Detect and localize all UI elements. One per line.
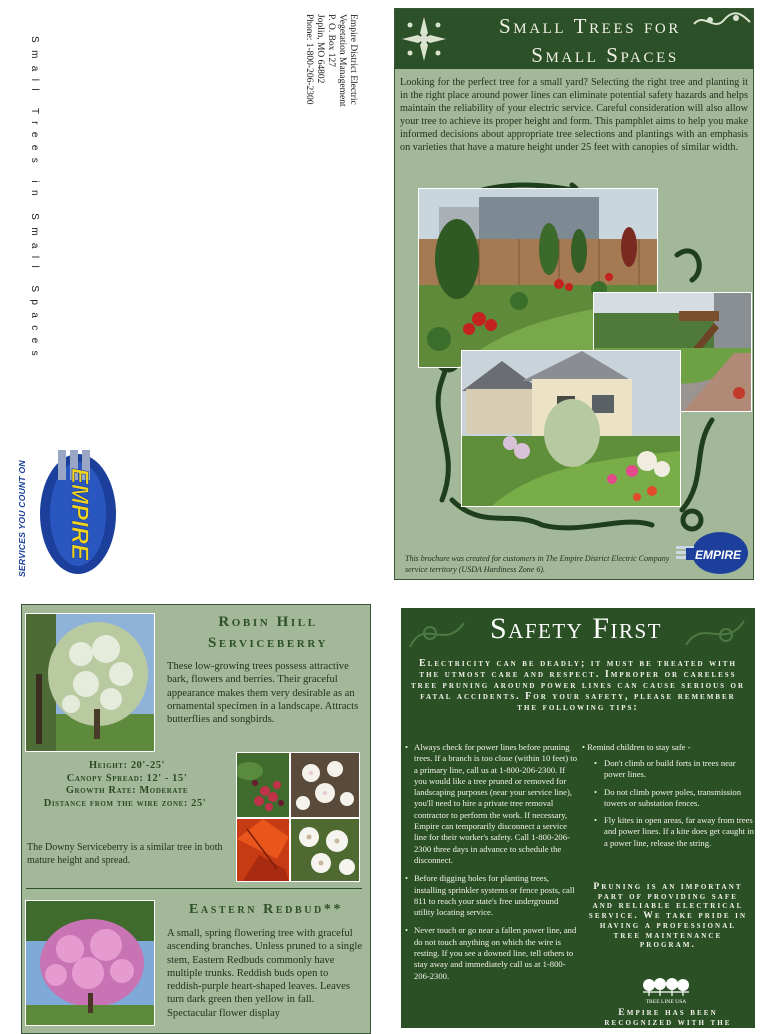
blossom-cluster-photo [290,818,360,882]
cover-title-line: Small Spaces [531,43,679,67]
downy-serviceberry-note: The Downy Serviceberry is a similar tree in both mature height and spread. [27,842,223,866]
safety-tips-right [594,758,754,855]
spec-growth: Growth Rate: Moderate [65,785,189,797]
address-line: Phone: 1-800-206-2300 [304,14,314,105]
robin-hill-title-line: Robin Hill [218,614,318,630]
safety-lead: Electricity can be deadly; it must be treated with the utmost care and respect. Improper or careless tree pruning around power lines can cause serious or fatal accidents. For your safety, please remember the following tips: [410,658,746,713]
robin-hill-title [168,612,368,654]
spec-height: Height: 20'-25' [88,760,166,771]
list-item: • Before digging holes for planting trees, installing sprinkler systems or fence posts, call 811 to reach your state's free underground utility locating service. [404,873,580,918]
spec-canopy: Canopy Spread: 12' - 15' [66,772,188,784]
cover-footnote: This brochure was created for customers in The Empire District Electric Company service territory (USDA Hardiness Zone 6). [405,554,670,574]
section-divider [26,888,362,889]
tagline: SERVICES YOU COUNT ON [17,460,27,578]
svg-text:EMPIRE: EMPIRE [694,548,742,562]
address-line: P. O. Box 127 [326,14,336,68]
remind-children-tip: • Remind children to stay safe - [582,742,752,753]
redbud-description: A small, spring flowering tree with graceful ascending branches. Unless pruned to a single stem, Eastern Redbuds commonly have multiple trunks. Reddish buds open to reddish-purple heart-shaped leaves. Leaves turn dark green then yellow in fall. Spectacular flower display [167,928,363,1019]
serviceberry-tree-photo [25,613,155,752]
cover-intro: Looking for the perfect tree for a small yard? Selecting the right tree and planting it in the right place around power lines can eliminate potential safety hazards and helps maintain the reliability of your electric service. Careful consideration will also allow your tree to achieve its proper height and form. This pamphlet aims to help you make informed decisions about appropriate tree selections and plantings with an emphasis on varieties that have a mature height under 25 feet with canopies of similar width. [400,77,748,154]
address-line: Empire District Electric [348,14,358,105]
berries-photo [236,752,290,818]
tree-line-usa-logo [639,976,693,1004]
list-item: • Do not climb power poles, transmission towers or substation fences. [594,787,754,810]
spec-distance: Distance from the wire zone: 25' [43,797,207,809]
safety-title: Safety First [489,612,663,645]
white-flowers-photo [290,752,360,818]
empire-recognition: Empire has been recognized with the [604,1007,732,1028]
list-item: • Always check for power lines before pruning trees. If a branch is too close (within 10 feet) to a primary line, call us at 1-800-206-2300. If you would like a tree pruned or removed for landscaping purposes (near your service line), you'll need to hire a private tree removal contractor to perform the work. If necessary, Empire can temporarily disconnect a service line for their worker's safety. Call 1-800-206-2300 three days in advance to schedule the disconnect. [404,742,580,866]
pruning-statement: Pruning is an important part of providing safe and reliable electrical service. We take pride in having a professional tree maintenance program. [588,881,748,951]
redbud-tree-photo [25,900,155,1026]
svg-text:EMPIRE: EMPIRE [66,467,93,561]
list-item: • Never touch or go near a fallen power line, and do not touch anything on which the wire is resting. If you see a downed line, tell others to stay away and immediately call us at 1-800-206-2300. [404,925,580,981]
tree-line-usa-label: TREE LINE USA [645,999,687,1004]
empire-logo [674,530,750,576]
spine-title: Small Trees in Small Spaces [29,36,40,364]
front-yard-photo [461,350,681,507]
empire-logo [18,446,118,578]
cover-title [440,12,740,70]
cover-title-line: Small Trees for [499,14,681,38]
robin-hill-specs [26,760,228,810]
robin-hill-title-line: Serviceberry [207,635,329,651]
address-line: Joplin, MO 64802 [315,14,325,84]
list-item: • Fly kites in open areas, far away from trees and power lines. If a kite does get caught in a power line, release the string. [594,815,754,849]
redbud-title: Eastern Redbud** [188,902,344,917]
safety-tips-left [404,742,580,989]
address-line: Vegetation Management [337,14,347,107]
red-leaves-photo [236,818,290,882]
mailing-address [288,14,358,124]
list-item: • Don't climb or build forts in trees near power lines. [594,758,754,781]
robin-hill-description: These low-growing trees possess attractive bark, flowers and berries. Their graceful appearance makes them very desirable as an ornamental specimen in a landscape. Attracts butterflies and songbirds. [167,661,359,726]
